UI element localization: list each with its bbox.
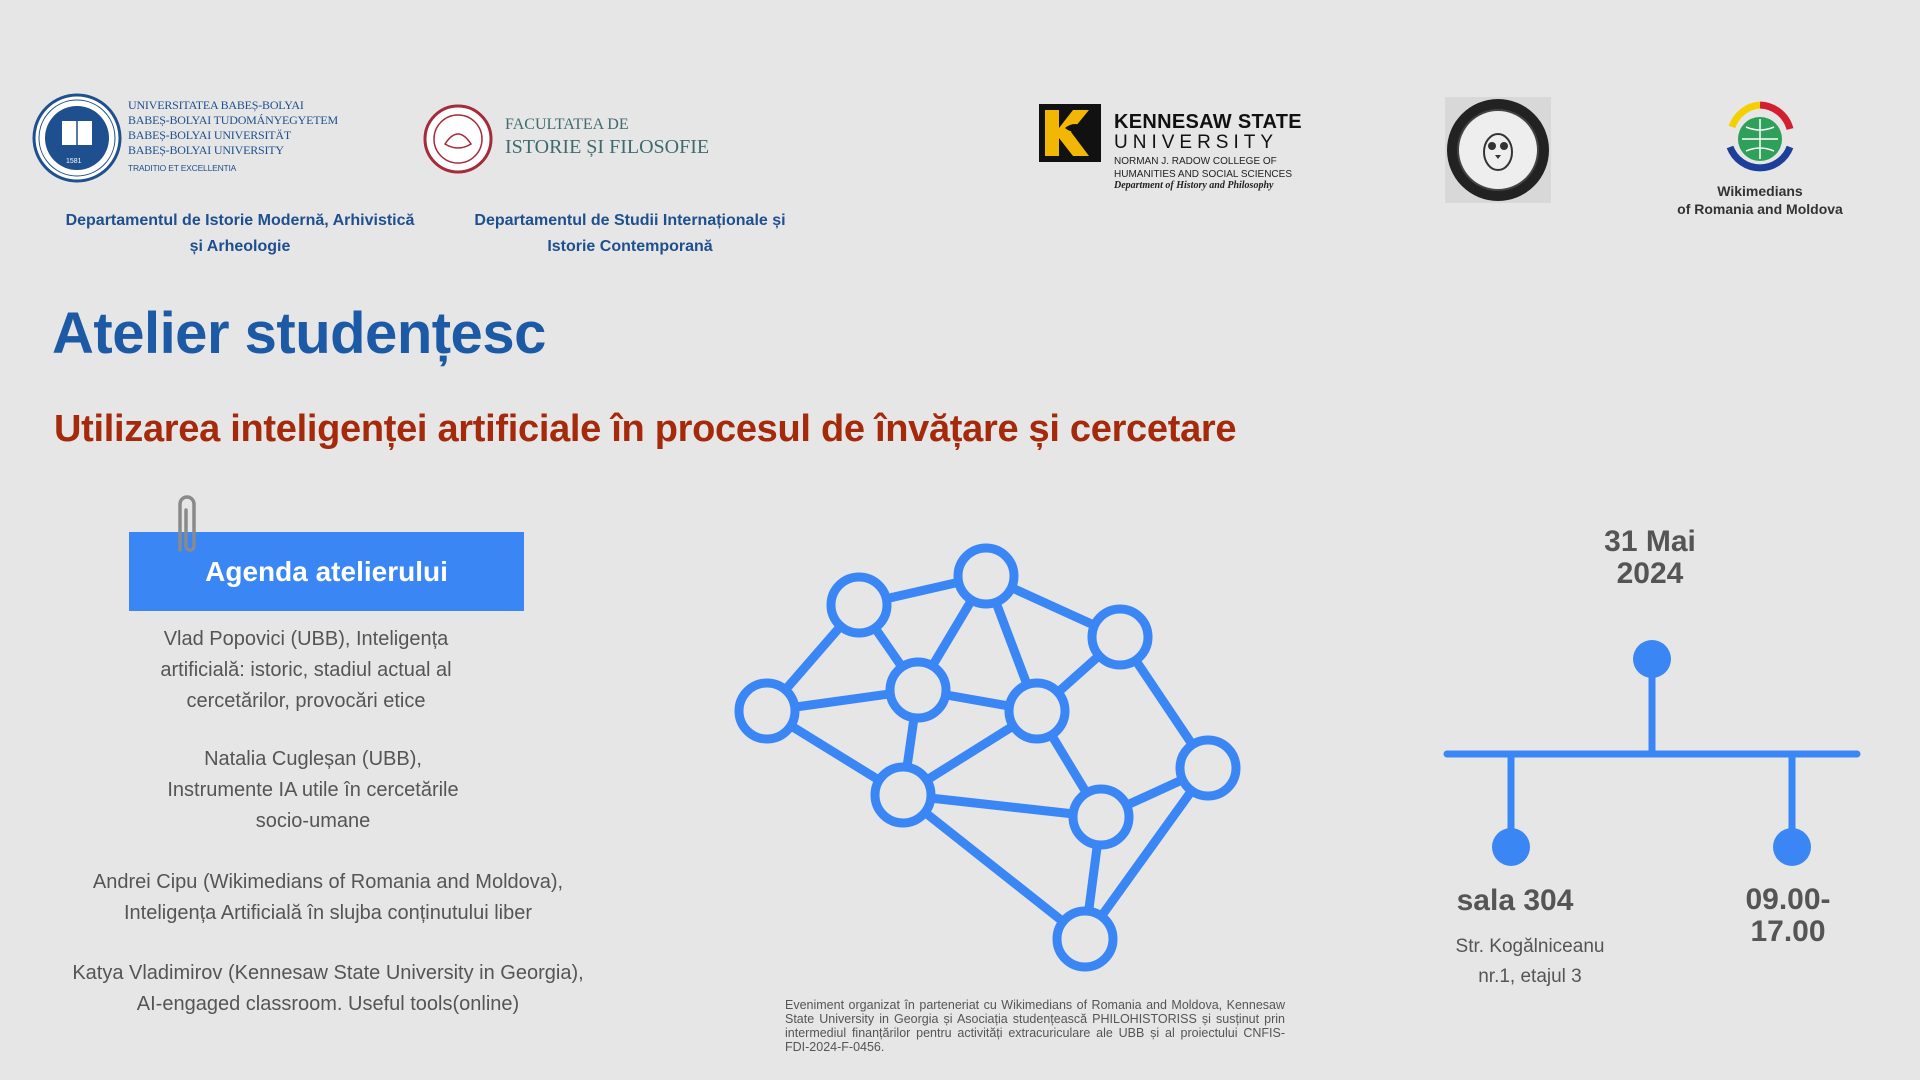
- agenda-speaker: [28, 867, 628, 929]
- department-1-line2: și Arheologie: [189, 238, 291, 255]
- ksu-name2: UNIVERSITY: [1114, 132, 1279, 153]
- event-date-day: 31 Mai: [1604, 525, 1696, 558]
- speaker-line: socio-umane: [255, 810, 371, 832]
- ksu-college2: HUMANITIES AND SOCIAL SCIENCES: [1114, 169, 1292, 180]
- event-time-end: 17.00: [1750, 915, 1826, 948]
- ubb-name-line: BABEȘ-BOLYAI TUDOMÁNYEGYETEM: [128, 113, 338, 127]
- faculty-line1: FACULTATEA DE: [505, 116, 629, 133]
- wikimedia-globe-icon: [1718, 97, 1802, 181]
- speaker-line: Natalia Cugleșan (UBB),: [204, 748, 422, 770]
- ksu-name: [1114, 112, 1302, 192]
- speaker-line: Andrei Cipu (Wikimedians of Romania and Moldova),: [92, 871, 564, 893]
- department-2-line2: Istorie Contemporană: [547, 238, 713, 255]
- speaker-line: Vlad Popovici (UBB), Inteligența: [163, 628, 449, 650]
- event-address: [1420, 932, 1640, 992]
- paperclip-icon: [170, 490, 204, 560]
- agenda-speaker: [28, 958, 628, 1020]
- speaker-line: Katya Vladimirov (Kennesaw State University in Georgia),: [72, 962, 584, 984]
- event-address-line1: Str. Kogălniceanu: [1455, 936, 1605, 957]
- footnote: Eveniment organizat în parteneriat cu Wikimedians of Romania and Moldova, Kennesaw State University in Georgia și Asociația studențească PHILOHISTORISS și susținut prin intermediul finanțărilor pentru activități extracuriculare ale UBB și al proiectului CNFIS-FDI-2024-F-0456.: [785, 998, 1285, 1054]
- agenda-heading: Agenda atelierului: [129, 532, 524, 611]
- agenda-speaker: [106, 624, 506, 717]
- faculty-name: [505, 116, 709, 159]
- speaker-line: artificială: istoric, stadiul actual al: [160, 659, 452, 681]
- ubb-name-line: BABEȘ-BOLYAI UNIVERSITY: [128, 143, 284, 157]
- owl-seal-icon: [1445, 97, 1551, 203]
- ksu-college1: NORMAN J. RADOW COLLEGE OF: [1114, 156, 1277, 167]
- ubb-name-line: BABEȘ-BOLYAI UNIVERSITÄT: [128, 128, 291, 142]
- department-1-line1: Departamentul de Istorie Modernă, Arhivistică: [65, 212, 415, 229]
- department-2: [455, 208, 805, 260]
- event-address-line2: nr.1, etajul 3: [1478, 966, 1582, 987]
- event-time: [1718, 884, 1858, 948]
- agenda-speaker: [113, 744, 513, 837]
- speaker-line: AI-engaged classroom. Useful tools(online): [136, 993, 520, 1015]
- department-2-line1: Departamentul de Studii Internaționale și: [474, 212, 786, 229]
- wikimedians-name: [1645, 182, 1875, 218]
- ksu-dept: Department of History and Philosophy: [1114, 180, 1274, 191]
- wikimedians-line2: of Romania and Moldova: [1677, 201, 1843, 217]
- event-date-year: 2024: [1616, 557, 1684, 590]
- faculty-seal-icon: [423, 104, 493, 174]
- department-1: [40, 208, 440, 260]
- speaker-line: Inteligența Artificială în slujba conținutului liber: [123, 902, 533, 924]
- page-title: Atelier studențesc: [52, 301, 546, 366]
- faculty-line2: ISTORIE ȘI FILOSOFIE: [505, 136, 710, 158]
- ubb-motto: TRADITIO ET EXCELLENTIA: [128, 163, 237, 173]
- ubb-name-line: UNIVERSITATEA BABEȘ-BOLYAI: [128, 98, 304, 112]
- event-room: sala 304: [1456, 884, 1574, 917]
- ubb-name: [128, 98, 338, 176]
- ubb-seal-year: 1581: [66, 158, 82, 165]
- neural-network-icon: [720, 530, 1260, 980]
- event-time-start: 09.00-: [1745, 883, 1831, 916]
- speaker-line: Instrumente IA utile în cercetările: [167, 779, 459, 801]
- ksu-name1: KENNESAW STATE: [1114, 111, 1302, 133]
- ksu-ks-mark-icon: [1035, 98, 1105, 168]
- ubb-seal-icon: [32, 93, 122, 183]
- page-subtitle: Utilizarea inteligenței artificiale în procesul de învățare și cercetare: [54, 408, 1237, 450]
- wikimedians-line1: Wikimedians: [1717, 183, 1803, 199]
- speaker-line: cercetărilor, provocări etice: [186, 690, 426, 712]
- event-date: [1555, 526, 1745, 590]
